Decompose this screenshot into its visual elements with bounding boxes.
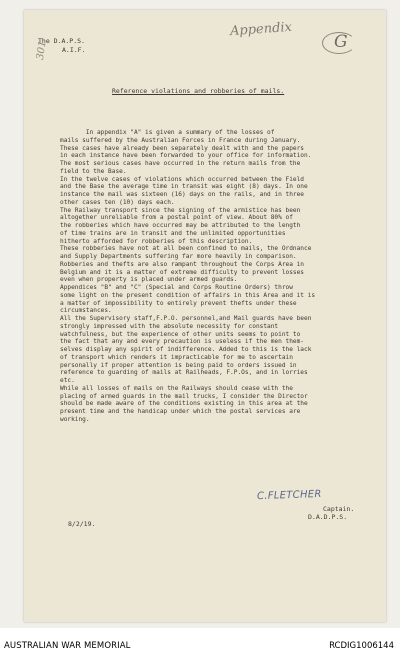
body-line: mails suffered by the Australian Forces in France during January.: [60, 136, 301, 144]
body-line: watchfulness, but the experience of other units seems to point to: [60, 330, 301, 338]
document-date: 8/2/19.: [68, 520, 96, 528]
body-line: the fact that any and every precaution is useless if the men them-: [60, 338, 305, 346]
document-title: Reference violations and robberies of mails.: [112, 87, 285, 95]
body-line: placing of armed guards in the mail trucks, I consider the Director: [60, 392, 308, 400]
body-line: even when property is placed under armed guards.: [60, 276, 238, 284]
archive-reference-id: RCDIG1006144: [329, 641, 394, 651]
signatory-rank: Captain.: [323, 505, 355, 513]
archive-credit: AUSTRALIAN WAR MEMORIAL: [4, 641, 131, 651]
body-line: in each instance have been forwarded to your office for information.: [60, 152, 312, 160]
body-line: circumstances.: [60, 307, 112, 315]
body-line: present time and the handicap under which the postal services are: [60, 408, 301, 415]
body-line: selves display any spirit of indifference. Added to this is the lack: [60, 346, 312, 353]
body-line: etc.: [60, 377, 75, 384]
addressee-line-2: A.I.F.: [62, 45, 86, 54]
handwritten-signature: C.FLETCHER: [256, 488, 322, 503]
body-line: the robberies which have occurred may be attributed to the length: [60, 222, 301, 229]
body-line: of time trains are in transit and the unlimited opportunities: [60, 229, 286, 237]
body-line: reference to guarding of mails at Railheads, F.P.Os, and in lorries: [60, 369, 308, 377]
body-line: Belgium and it is a matter of extreme difficulty to prevent losses: [60, 268, 305, 276]
body-line: In the twelve cases of violations which occurred between the Field: [60, 175, 305, 183]
addressee-line-1: The D.A.P.S.: [38, 37, 85, 45]
body-line: working.: [60, 415, 90, 423]
body-line: and the Base the average time in transit was eight (8) days. In one: [60, 183, 308, 191]
body-line: strongly impressed with the absolute necessity for constant: [60, 322, 279, 330]
body-line: should be made aware of the conditions existing in this area at the: [60, 400, 308, 408]
body-line: The most serious cases have occurred in the return mails from the: [60, 160, 301, 167]
body-line: Robberies and thefts are also rampant throughout the Corps Area in: [60, 260, 305, 268]
body-line: some light on the present condition of affairs in this Area and it is: [60, 291, 316, 299]
body-line: Appendices "B" and "C" (Special and Corps Routine Orders) throw: [60, 284, 293, 291]
body-line: and Supply Departments suffering far more heavily in comparison.: [60, 253, 297, 260]
body-line: hitherto afforded for robberies of this description.: [60, 237, 253, 245]
body-line: instance the mail was sixteen (16) days on the rails, and in three: [60, 191, 305, 198]
body-line: field to the Base.: [60, 167, 127, 175]
document-body: [60, 129, 380, 424]
pencil-folio-number: 301: [35, 40, 49, 61]
body-line: altogether unreliable from a postal point of view. About 80% of: [60, 214, 293, 222]
body-line: These robberies have not at all been confined to mails, the Ordnance: [60, 245, 312, 253]
body-line: These cases have already been separately dealt with and the papers: [60, 144, 305, 152]
body-line: In appendix "A" is given a summary of the losses of: [60, 129, 275, 136]
body-line: personally if proper attention is being paid to orders issued in: [60, 361, 297, 369]
body-line: All the Supervisory staff,F.P.O. personnel,and Mail guards have been: [60, 315, 312, 322]
body-line: of transport which renders it impracticable for me to ascertain: [60, 353, 293, 361]
body-line: The Railway transport since the signing of the armistice has been: [60, 206, 301, 214]
appendix-handwriting: Appendix: [229, 19, 293, 40]
body-line: a matter of impossibility to entirely prevent thefts under these: [60, 299, 297, 307]
appendix-letter: G: [334, 32, 348, 52]
body-line: other cases ten (10) days each.: [60, 198, 175, 206]
signatory-unit: D.A.D.P.S.: [308, 513, 348, 521]
body-line: While all losses of mails on the Railways should cease with the: [60, 384, 293, 392]
